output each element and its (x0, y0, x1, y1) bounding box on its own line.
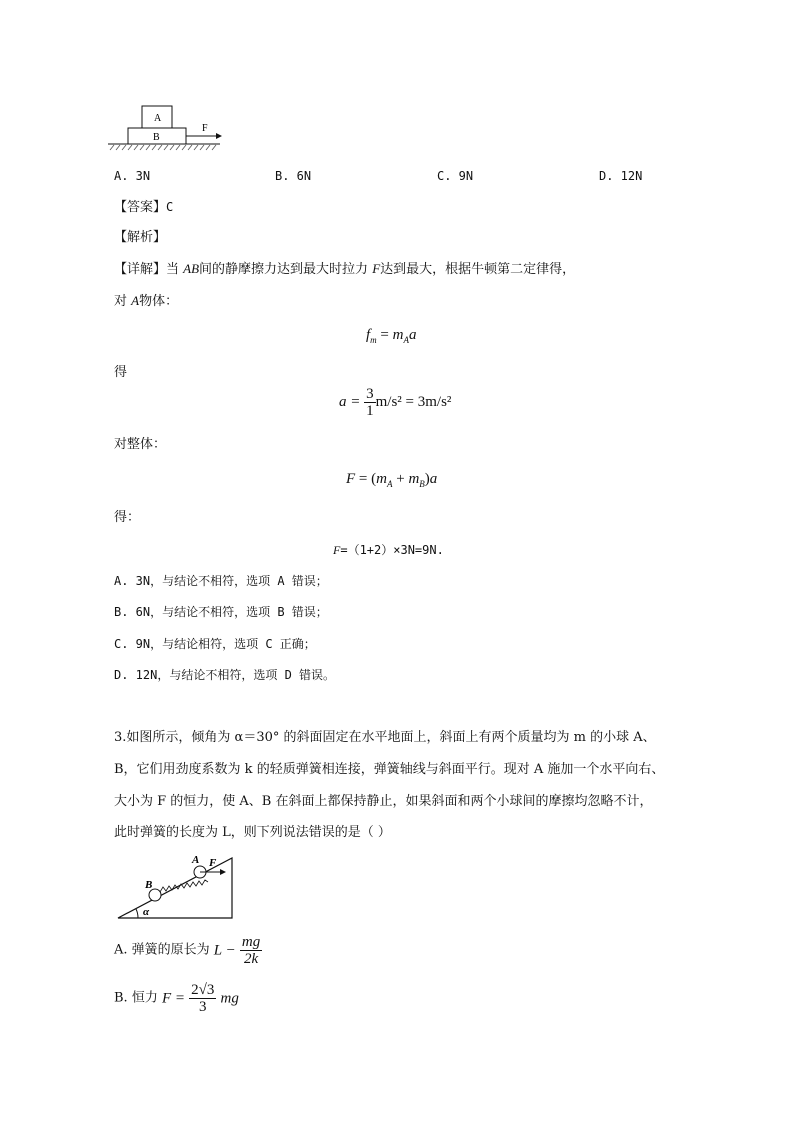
q3-choice-b: B. 恒力 F = $\frac{2√3}{3}$ mg (114, 982, 239, 1015)
answer-value: C (166, 200, 174, 214)
equation-1: $f_m = m_Aa$ (366, 327, 417, 345)
equation-2: a = $\frac{3}{1}$ m/s² = 3m/s² (339, 386, 452, 419)
q3-line-4: 此时弹簧的长度为 L，则下列说法错误的是（ ） (114, 825, 391, 840)
incline-figure (114, 852, 238, 922)
ball-b-label: B (145, 879, 153, 891)
block-a-label: A (154, 113, 162, 124)
choice-c: C. 9N (437, 169, 474, 183)
answer-label: 【答案】 (114, 200, 167, 215)
ball-a-label: A (192, 854, 200, 866)
block-b-label: B (153, 132, 160, 143)
option-analysis-c: C. 9N，与结论相符，选项 C 正确； (114, 637, 316, 651)
equation-2-fraction: $\frac{3}{1}$ (366, 386, 374, 419)
detail-label: 【详解】 (114, 262, 167, 277)
force-label: F (202, 123, 208, 134)
force-arrowhead (216, 133, 222, 139)
choice-d: D. 12N (599, 169, 643, 183)
angle-label: α (143, 906, 150, 918)
choice-a: A. 3N (114, 169, 151, 183)
option-analysis-b: B. 6N，与结论不相符，选项 B 错误； (114, 605, 328, 619)
force-label-2: F (209, 857, 217, 869)
answer-line (114, 199, 173, 216)
get-2: 得： (114, 510, 141, 525)
blocks-figure (108, 104, 224, 156)
q3-choice-a: A. 弹簧的原长为 L − $\frac{mg}{2k}$ (114, 934, 261, 967)
ground-hatch (110, 145, 216, 150)
get-1: 得 (114, 365, 128, 380)
equation-4: F=（1+2）×3N=9N. (333, 543, 444, 557)
equation-3: $F = (m_A + m_B)a$ (346, 471, 438, 489)
q3-line-1: 3.如图所示，倾角为 α＝30° 的斜面固定在水平地面上，斜面上有两个质量均为 m 的小球 A、 (114, 730, 656, 745)
detail-line: 【详解】当 AB间的静摩擦力达到最大时拉力 F达到最大，根据牛顿第二定律得， (114, 261, 576, 277)
option-analysis-a: A. 3N，与结论不相符，选项 A 错误； (114, 574, 328, 588)
whole-label: 对整体： (114, 437, 167, 452)
q3-line-2: B，它们用劲度系数为 k 的轻质弹簧相连接，弹簧轴线与斜面平行。现对 A 施加一个水平向右、 (114, 762, 665, 777)
choice-b: B. 6N (275, 169, 312, 183)
for-a-line: 对 A物体： (114, 293, 179, 309)
analysis-heading: 【解析】 (114, 230, 167, 245)
option-analysis-d: D. 12N，与结论不相符，选项 D 错误。 (114, 668, 336, 682)
q3-choice-a-fraction: $\frac{mg}{2k}$ (241, 934, 261, 967)
q3-line-3: 大小为 F 的恒力，使 A、B 在斜面上都保持静止，如果斜面和两个小球间的摩擦均忽略不计， (114, 794, 653, 809)
q3-choice-b-fraction: $\frac{2√3}{3}$ (191, 982, 215, 1015)
